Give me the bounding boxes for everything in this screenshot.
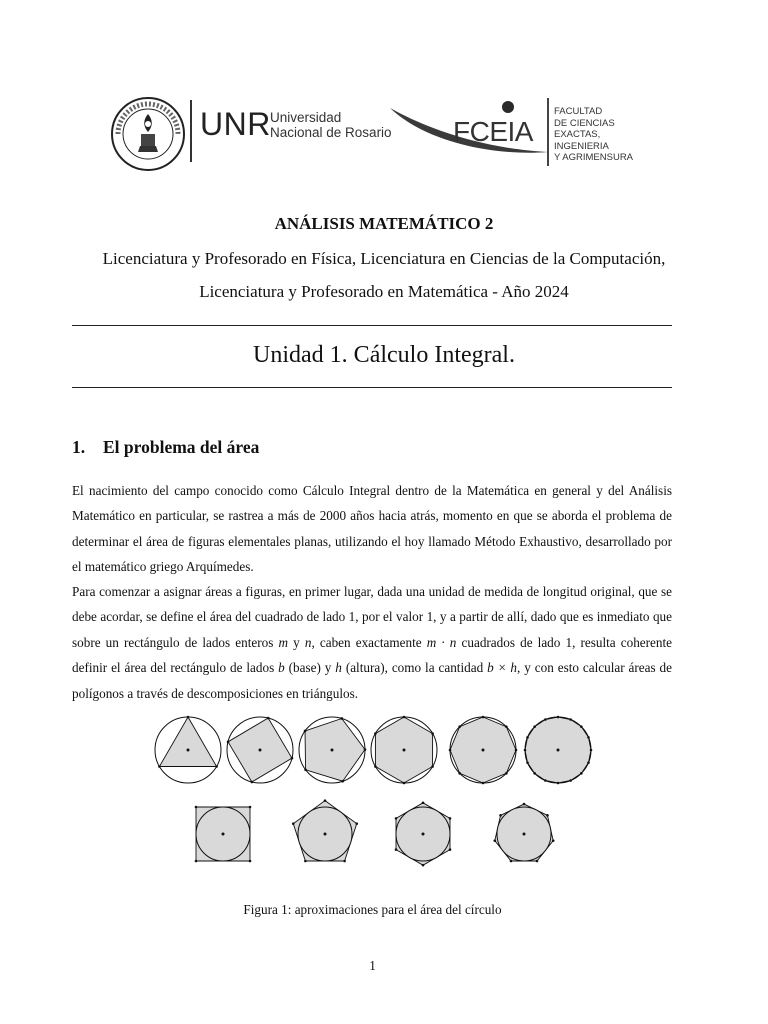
unr-name-line: Universidad (270, 110, 342, 125)
page-number: 1 (369, 958, 376, 973)
vertex-dot (482, 716, 485, 719)
vertex-dot (249, 860, 252, 863)
vertex-dot (422, 864, 425, 867)
unr-abbreviation: UNR (200, 106, 271, 142)
vertex-dot (533, 772, 536, 775)
horizontal-rule (72, 387, 672, 388)
vertex-dot (482, 782, 485, 785)
vertex-dot (215, 765, 218, 768)
vertex-dot (449, 817, 452, 820)
math-var: b (278, 660, 285, 676)
center-dot (222, 833, 225, 836)
vertex-dot (227, 741, 230, 744)
vertex-dot (340, 717, 343, 720)
horizontal-rule (72, 325, 672, 326)
vertex-dot (304, 730, 307, 733)
faculty-name-line: EXACTAS, (554, 129, 601, 141)
vertex-dot (510, 860, 513, 863)
vertex-dot (590, 749, 593, 752)
circle-approximation-figure (140, 712, 620, 882)
faculty-name-line: DE CIENCIAS (554, 117, 615, 129)
vertex-dot (304, 768, 307, 771)
text-run: y (288, 634, 305, 650)
vertex-dot (526, 761, 529, 764)
math-var: m (278, 634, 289, 650)
paragraph: El nacimiento del campo conocido como Cálculo Integral dentro de la Matemática en general y del Análisis Matemático en particular, se rastrea a más de 2000 años hacia atrás, momento en que se aborda el problema de determinar el área de figuras elementales planas, utilizando el hoy llamado Método Exhaustivo, desarrollado por el matemático griego Arquímedes. (72, 483, 672, 575)
vertex-dot (158, 765, 161, 768)
center-dot (557, 749, 560, 752)
vertex-dot (587, 736, 590, 739)
vertex-dot (403, 716, 406, 719)
unit-title: Unidad 1. Cálculo Integral. (253, 342, 515, 368)
vertex-dot (493, 839, 496, 842)
vertex-dot (552, 839, 555, 842)
text-run: Para comenzar a asignar áreas a figuras, en primer lugar, dada una unidad de medida de longitud original, que se debe acordar, se define el área del cuadrado de lado 1, por el valor 1, y a partir de allí, dado que es inmediato que sobre un rectángulo de lados enteros (72, 584, 672, 650)
header-logos (108, 92, 638, 172)
vertex-dot (249, 806, 252, 809)
vertex-dot (515, 749, 518, 752)
vertex-dot (395, 848, 398, 851)
vertex-dot (580, 772, 583, 775)
vertex-dot (355, 822, 358, 825)
faculty-name-line: Y AGRIMENSURA (554, 152, 634, 164)
vertex-dot (267, 717, 270, 720)
vertex-dot (526, 736, 529, 739)
vertex-dot (395, 817, 398, 820)
vertex-dot (195, 806, 198, 809)
math-expr: m · n (426, 634, 457, 650)
inscribed-polygon (159, 717, 216, 767)
vertex-dot (580, 725, 583, 728)
vertex-dot (341, 780, 344, 783)
vertex-dot (536, 860, 539, 863)
vertex-dot (505, 725, 508, 728)
vertex-dot (524, 749, 527, 752)
vertex-dot (449, 749, 452, 752)
vertex-dot (431, 732, 434, 735)
fceia-abbreviation: FCEIA (453, 116, 533, 147)
figure-caption: Figura 1: aproximaciones para el área del círculo (243, 902, 502, 917)
vertex-dot (304, 860, 307, 863)
center-dot (523, 833, 526, 836)
center-dot (324, 833, 327, 836)
faculty-name-line: INGENIERIA (554, 140, 609, 152)
vertex-dot (499, 814, 502, 817)
vertex-dot (324, 799, 327, 802)
vertex-dot (587, 761, 590, 764)
logo-divider (190, 100, 192, 162)
vertex-dot (546, 814, 549, 817)
vertex-dot (431, 765, 434, 768)
vertex-dot (364, 748, 367, 751)
vertex-dot (557, 782, 560, 785)
center-dot (482, 749, 485, 752)
text-run: , y con esto calcular áreas de polígonos a través de descomposiciones en triángulos. (72, 660, 672, 701)
course-title: ANÁLISIS MATEMÁTICO 2 (274, 214, 494, 233)
section-title: El problema del área (103, 437, 260, 457)
programs-line: Licenciatura y Profesorado en Matemática - Año 2024 (199, 282, 569, 301)
center-dot (422, 833, 425, 836)
vertex-dot (195, 860, 198, 863)
vertex-dot (569, 779, 572, 782)
vertex-dot (533, 725, 536, 728)
vertex-dot (291, 757, 294, 760)
text-run: (base) y (284, 660, 336, 676)
math-var: h (335, 660, 342, 676)
math-expr: b × h (487, 660, 518, 676)
unr-seal-logo (110, 96, 186, 172)
vertex-dot (505, 772, 508, 775)
vertex-dot (544, 718, 547, 721)
programs-line: Licenciatura y Profesorado en Física, Licenciatura en Ciencias de la Computación, (102, 249, 666, 268)
vertex-dot (449, 848, 452, 851)
vertex-dot (458, 772, 461, 775)
text-run: , caben exactamente (311, 634, 427, 650)
unr-name-line: Nacional de Rosario (270, 125, 392, 140)
faculty-name-line: FACULTAD (554, 106, 603, 117)
vertex-dot (523, 803, 526, 806)
vertex-dot (557, 716, 560, 719)
vertex-dot (374, 732, 377, 735)
unr-full-name (270, 110, 392, 140)
section-heading (72, 437, 259, 458)
vertex-dot (458, 725, 461, 728)
vertex-dot (251, 781, 254, 784)
vertex-dot (544, 779, 547, 782)
vertex-dot (569, 718, 572, 721)
center-dot (259, 749, 262, 752)
vertex-dot (422, 802, 425, 805)
vertex-dot (292, 822, 295, 825)
center-dot (331, 749, 334, 752)
faculty-full-name (554, 106, 633, 164)
paragraph (72, 579, 672, 706)
section-number: 1. (72, 437, 86, 457)
vertex-dot (343, 860, 346, 863)
text-run: (altura), como la cantidad (341, 660, 488, 676)
center-dot (187, 749, 190, 752)
vertex-dot (403, 782, 406, 785)
vertex-dot (374, 765, 377, 768)
logo-divider (547, 98, 549, 166)
vertex-dot (187, 716, 190, 719)
math-var: n (304, 634, 312, 650)
text-run: cuadrados de lado 1, resulta coherente definir el área del rectángulo de lados (72, 634, 673, 676)
center-dot (403, 749, 406, 752)
